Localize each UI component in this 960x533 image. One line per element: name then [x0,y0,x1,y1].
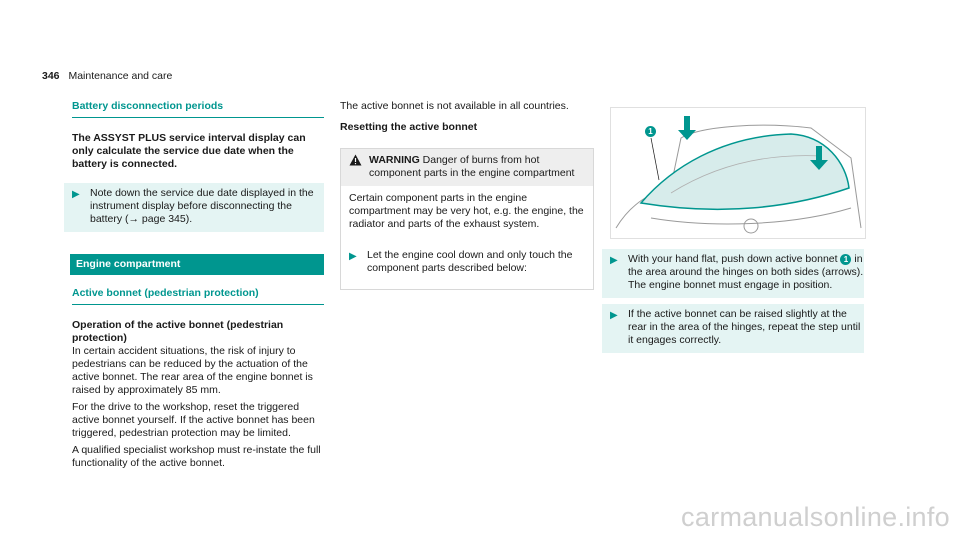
step-arrow-icon: ▶ [72,189,80,200]
step-text [628,253,864,292]
step-text: Note down the service due date displayed in the instrument display before disconnecting the battery (→ page 345). [90,187,314,225]
bonnet-illustration [610,107,866,239]
step-arrow-icon: ▶ [610,310,618,321]
step-text-a: With your hand flat, push down active bonnet [628,253,838,265]
figure-callout-1: 1 [645,126,656,137]
operation-title: Operation of the active bonnet (pedestrian protection) [72,319,284,344]
column-2 [340,100,594,290]
active-bonnet-heading: Active bonnet (pedestrian protection) [72,287,324,305]
warning-body-text: Certain component parts in the engine compartment may be very hot, e.g. the engine, the radiator and parts of the exhaust system. [349,192,584,230]
step-text: If the active bonnet can be raised slightly at the rear in the area of the hinges, repeat the step until it engages correctly. [628,308,861,346]
page-header [42,70,172,82]
section-title: Maintenance and care [68,70,173,82]
step-text: Let the engine cool down and only touch the component parts described below: [367,249,573,274]
warning-summary: Danger of burns from hot component parts in the engine compartment [369,154,575,179]
step-note-date [64,183,324,232]
warning-triangle-icon [349,154,369,180]
callout-1-badge: 1 [840,254,851,265]
availability-note: The active bonnet is not available in all countries. [340,100,569,112]
warning-body [341,186,593,289]
resetting-title: Resetting the active bonnet [340,121,478,133]
step-arrow-icon: ▶ [610,255,618,266]
assyst-subheading: The ASSYST PLUS service interval display can only calculate the service due date when the battery is connected. [72,132,306,170]
warning-box [340,148,594,290]
page-number: 346 [42,70,60,82]
engine-compartment-bar: Engine compartment [70,254,324,275]
step-arrow-icon: ▶ [349,251,357,262]
column-1 [72,100,324,474]
warning-label: WARNING [369,154,420,166]
step-text-c: The engine bonnet must engage in position. [628,279,833,291]
warning-header [341,149,593,186]
column-3 [610,104,864,353]
watermark: carmanualsonline.info [681,502,950,532]
step-repeat [602,304,864,353]
operation-para-1: In certain accident situations, the risk of injury to pedestrians can be reduced by the actuation of the active bonnet. The rear area of the engine bonnet is raised by approximately 85 mm. [72,345,313,396]
step-push-bonnet [602,249,864,298]
operation-para-2: For the drive to the workshop, reset the triggered active bonnet yourself. If the active bonnet has been triggered, pedestrian protection may be limited. [72,401,315,439]
operation-para-3: A qualified specialist workshop must re-instate the full functionality of the active bonnet. [72,444,321,469]
step-text-b: in the area around the hinges on both sides (arrows). [628,253,864,278]
battery-heading: Battery disconnection periods [72,100,324,118]
warning-text [369,154,585,180]
step-cool-down [341,245,585,281]
